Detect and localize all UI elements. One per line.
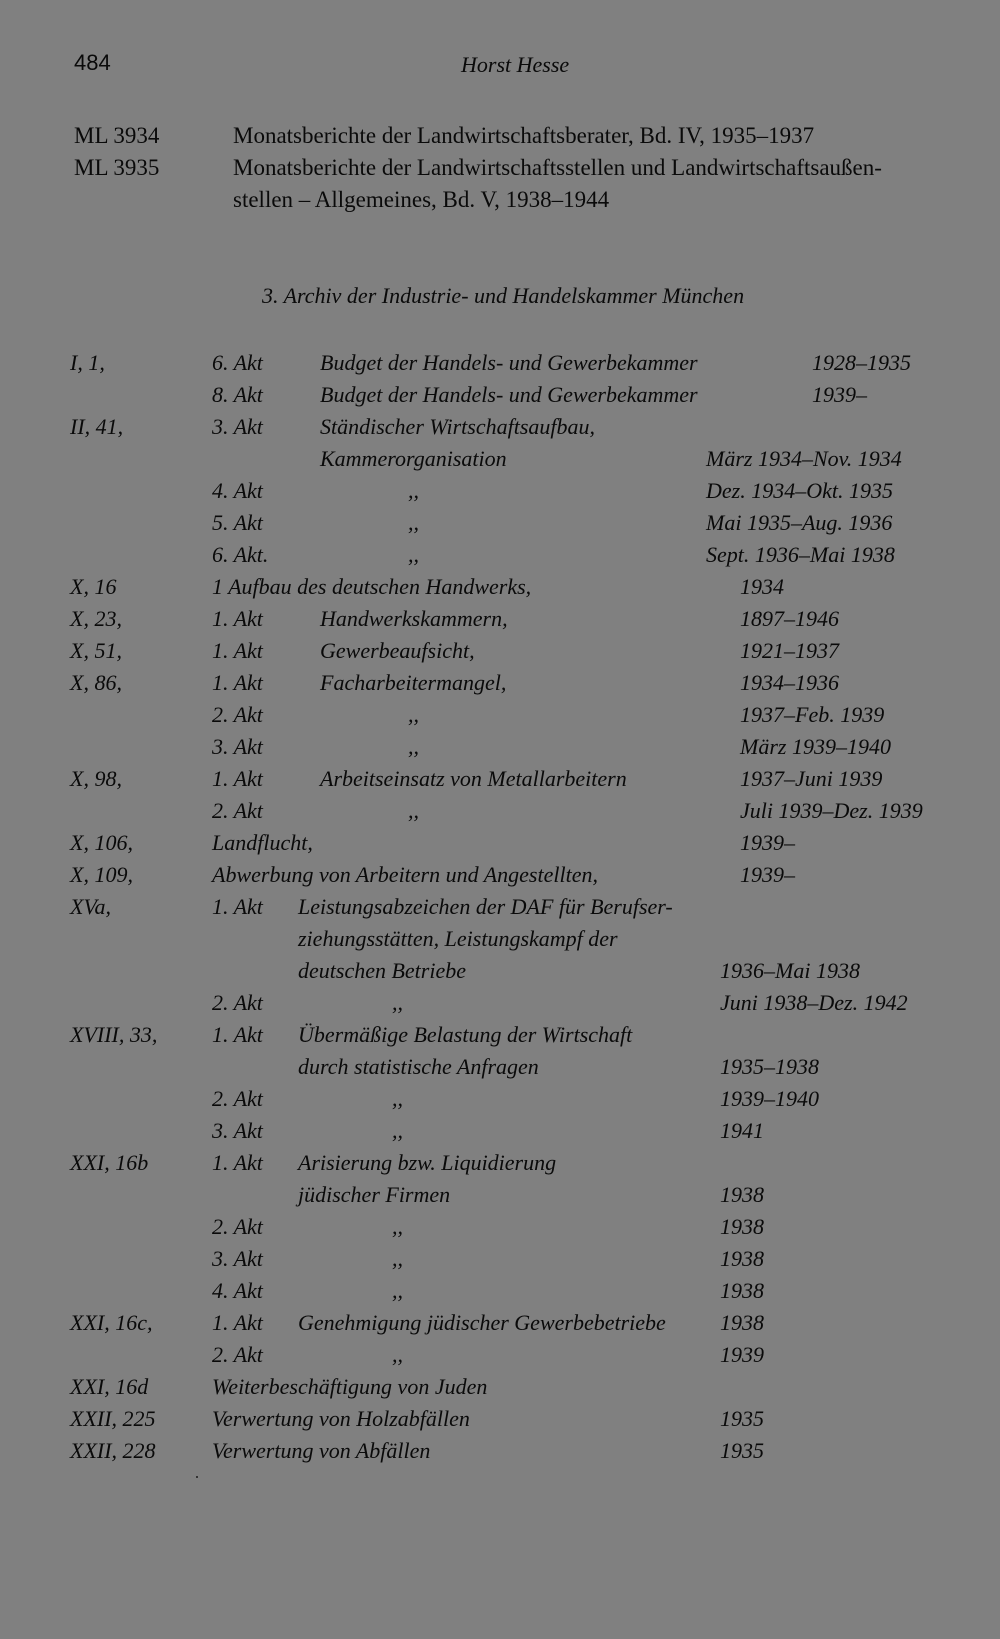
date-range: 1938 [720, 1214, 764, 1239]
date-range: März 1934–Nov. 1934 [706, 446, 902, 471]
file-title: deutschen Betriebe [298, 958, 466, 983]
table-row [0, 638, 1000, 668]
akt-number: 6. Akt. [212, 542, 269, 567]
akt-number: 4. Akt [212, 478, 263, 503]
table-row [0, 1342, 1000, 1372]
file-title: jüdischer Firmen [298, 1182, 451, 1207]
file-title: Verwertung von Abfällen [212, 1438, 431, 1463]
table-row [0, 734, 1000, 764]
table-row [0, 894, 1000, 924]
akt-number: 1. Akt [212, 1022, 263, 1047]
table-row [0, 414, 1000, 444]
table-row [0, 542, 1000, 572]
ditto-mark: ,, [408, 542, 419, 567]
date-range: 1935 [720, 1406, 764, 1431]
date-range: 1936–Mai 1938 [720, 958, 860, 983]
ditto-mark: ,, [408, 798, 419, 823]
file-title: 1 Aufbau des deutschen Handwerks, [212, 574, 532, 599]
file-title: Budget der Handels- und Gewerbekammer [320, 350, 698, 375]
table-row [0, 830, 1000, 860]
signature: XXI, 16b [70, 1150, 149, 1175]
akt-number: 3. Akt [212, 1118, 263, 1143]
table-row [0, 382, 1000, 412]
table-row [0, 670, 1000, 700]
table-row [0, 1438, 1000, 1468]
table-row [0, 862, 1000, 892]
akt-number: 2. Akt [212, 1214, 263, 1239]
date-range: 1937–Juni 1939 [740, 766, 883, 791]
akt-number: 2. Akt [212, 990, 263, 1015]
akt-number: 8. Akt [212, 382, 263, 407]
table-row [0, 606, 1000, 636]
table-row [0, 1246, 1000, 1276]
signature: XXI, 16d [70, 1374, 149, 1399]
table-row [0, 990, 1000, 1020]
ditto-mark: ,, [408, 702, 419, 727]
table-row [0, 1278, 1000, 1308]
akt-number: 1. Akt [212, 1150, 263, 1175]
date-range: 1938 [720, 1182, 764, 1207]
running-head: Horst Hesse [461, 52, 570, 77]
ml-signature: ML 3934 [74, 123, 160, 148]
signature: XXI, 16c, [70, 1310, 153, 1335]
signature: II, 41, [70, 414, 124, 439]
date-range: 1937–Feb. 1939 [740, 702, 885, 727]
ditto-mark: ,, [392, 1278, 403, 1303]
akt-number: 1. Akt [212, 606, 263, 631]
akt-number: 2. Akt [212, 702, 263, 727]
signature: XVIII, 33, [70, 1022, 158, 1047]
file-title: Handwerkskammern, [320, 606, 508, 631]
file-title: Gewerbeaufsicht, [320, 638, 475, 663]
ditto-mark: ,, [392, 1214, 403, 1239]
date-range: 1939–1940 [720, 1086, 819, 1111]
signature: X, 23, [70, 606, 122, 631]
date-range: 1928–1935 [812, 350, 911, 375]
ditto-mark: ,, [392, 990, 403, 1015]
akt-number: 2. Akt [212, 1086, 263, 1111]
date-range: 1921–1937 [740, 638, 839, 663]
ditto-mark: ,, [392, 1246, 403, 1271]
table-row [0, 1182, 1000, 1212]
date-range: 1939– [740, 830, 795, 855]
date-range: 1939– [740, 862, 795, 887]
file-title: Kammerorganisation [320, 446, 507, 471]
table-row [0, 1022, 1000, 1052]
signature: X, 16 [70, 574, 117, 599]
date-range: 1935 [720, 1438, 764, 1463]
section-title: 3. Archiv der Industrie- und Handelskammer München [262, 283, 745, 308]
signature: XXII, 228 [70, 1438, 156, 1463]
table-row [0, 1310, 1000, 1340]
file-title: Arbeitseinsatz von Metallarbeitern [320, 766, 627, 791]
table-row [0, 926, 1000, 956]
file-title: Übermäßige Belastung der Wirtschaft [298, 1022, 633, 1047]
table-row [0, 1086, 1000, 1116]
akt-number: 5. Akt [212, 510, 263, 535]
signature: X, 98, [70, 766, 122, 791]
file-title: Budget der Handels- und Gewerbekammer [320, 382, 698, 407]
date-range: 1938 [720, 1310, 764, 1335]
file-title: ziehungsstätten, Leistungskampf der [298, 926, 618, 951]
date-range: 1939 [720, 1342, 764, 1367]
ml-description-continued: stellen – Allgemeines, Bd. V, 1938–1944 [233, 187, 610, 212]
speck-mark [196, 1476, 198, 1478]
table-row [0, 1150, 1000, 1180]
akt-number: 1. Akt [212, 766, 263, 791]
file-title: durch statistische Anfragen [298, 1054, 539, 1079]
signature: XVa, [70, 894, 111, 919]
ditto-mark: ,, [408, 478, 419, 503]
akt-number: 6. Akt [212, 350, 263, 375]
table-row [0, 1118, 1000, 1148]
ditto-mark: ,, [392, 1118, 403, 1143]
date-range: 1934–1936 [740, 670, 839, 695]
akt-number: 3. Akt [212, 1246, 263, 1271]
date-range: März 1939–1940 [740, 734, 891, 759]
date-range: Mai 1935–Aug. 1936 [706, 510, 893, 535]
file-title: Ständischer Wirtschaftsaufbau, [320, 414, 595, 439]
file-title: Leistungsabzeichen der DAF für Berufser- [298, 894, 673, 919]
page-number: 484 [74, 50, 111, 75]
date-range: 1938 [720, 1278, 764, 1303]
signature: X, 109, [70, 862, 133, 887]
date-range: 1897–1946 [740, 606, 839, 631]
table-row [0, 1054, 1000, 1084]
table-row [0, 478, 1000, 508]
akt-number: 2. Akt [212, 1342, 263, 1367]
signature: X, 86, [70, 670, 122, 695]
akt-number: 3. Akt [212, 734, 263, 759]
date-range: 1938 [720, 1246, 764, 1271]
file-title: Weiterbeschäftigung von Juden [212, 1374, 488, 1399]
akt-number: 1. Akt [212, 1310, 263, 1335]
date-range: Juli 1939–Dez. 1939 [740, 798, 923, 823]
akt-number: 2. Akt [212, 798, 263, 823]
table-row [0, 1406, 1000, 1436]
table-row [0, 798, 1000, 828]
date-range: Juni 1938–Dez. 1942 [720, 990, 908, 1015]
table-row [0, 766, 1000, 796]
date-range: Dez. 1934–Okt. 1935 [706, 478, 893, 503]
file-title: Genehmigung jüdischer Gewerbebetriebe [298, 1310, 666, 1335]
date-range: 1939– [812, 382, 867, 407]
date-range: Sept. 1936–Mai 1938 [706, 542, 895, 567]
ml-description: Monatsberichte der Landwirtschaftsberater, Bd. IV, 1935–1937 [233, 123, 815, 148]
table-row [0, 1374, 1000, 1404]
file-title: Facharbeitermangel, [320, 670, 507, 695]
akt-number: 3. Akt [212, 414, 263, 439]
table-row [0, 574, 1000, 604]
file-title: Abwerbung von Arbeitern und Angestellten, [212, 862, 598, 887]
ml-description: Monatsberichte der Landwirtschaftsstellen und Landwirtschaftsaußen- [233, 155, 882, 180]
signature: XXII, 225 [70, 1406, 156, 1431]
table-row [0, 350, 1000, 380]
akt-number: 4. Akt [212, 1278, 263, 1303]
date-range: 1935–1938 [720, 1054, 819, 1079]
signature: X, 51, [70, 638, 122, 663]
ditto-mark: ,, [408, 734, 419, 759]
table-row [0, 702, 1000, 732]
akt-number: 1. Akt [212, 670, 263, 695]
file-title: Verwertung von Holzabfällen [212, 1406, 470, 1431]
signature: I, 1, [70, 350, 105, 375]
table-row [0, 510, 1000, 540]
signature: X, 106, [70, 830, 133, 855]
date-range: 1934 [740, 574, 784, 599]
ml-signature: ML 3935 [74, 155, 160, 180]
ditto-mark: ,, [392, 1086, 403, 1111]
akt-number: 1. Akt [212, 638, 263, 663]
ditto-mark: ,, [392, 1342, 403, 1367]
file-title: Landflucht, [212, 830, 313, 855]
table-row [0, 958, 1000, 988]
ditto-mark: ,, [408, 510, 419, 535]
table-row [0, 446, 1000, 476]
file-title: Arisierung bzw. Liquidierung [298, 1150, 557, 1175]
date-range: 1941 [720, 1118, 764, 1143]
akt-number: 1. Akt [212, 894, 263, 919]
table-row [0, 1214, 1000, 1244]
